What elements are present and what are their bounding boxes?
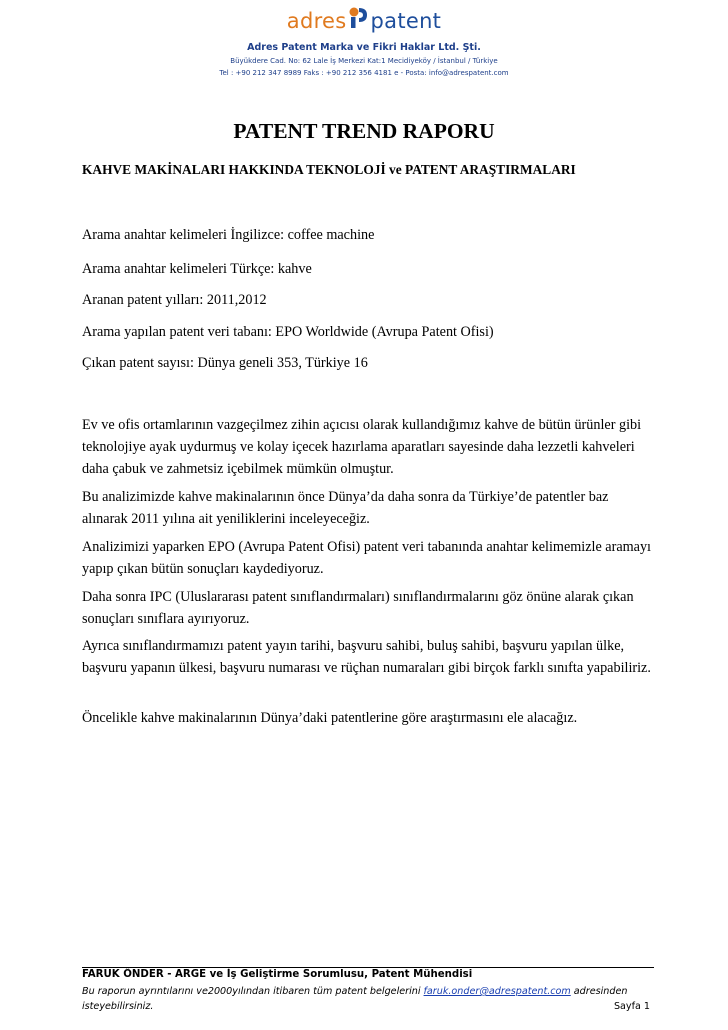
report-subtitle: KAHVE MAKİNALARI HAKKINDA TEKNOLOJİ ve PATENT ARAŞTIRMALARI	[82, 162, 576, 177]
logo-mark-icon	[348, 6, 370, 30]
body-paragraph: Öncelikle kahve makinalarının Dünya’daki patentlerine göre araştırmasını ele alacağız.	[82, 710, 578, 726]
page-number: Sayfa 1	[613, 1001, 650, 1012]
footer-note	[82, 984, 657, 1014]
logo-word-adres: adres	[286, 9, 347, 33]
letterhead-address: Büyükdere Cad. No: 62 Lale İş Merkezi Kat:1 Mecidiyeköy / İstanbul / Türkiye	[230, 57, 498, 65]
letterhead-contact: Tel : +90 212 347 8989 Faks : +90 212 356 4181 e - Posta: info@adrespatent.com	[219, 69, 509, 77]
body-paragraph: Ev ve ofis ortamlarının vazgeçilmez zihin açıcısı olarak kullandığımız kahve de bütün ürünler gibi teknolojiye ayak uydurmuş ve kolay içecek hazırlama aparatları sayesinde daha lezzetli kahveleri daha çabuk ve zahmetsiz içebilmek mümkün olmuştur.	[82, 417, 642, 477]
footer-email-link[interactable]: faruk.onder@adrespatent.com	[423, 986, 571, 997]
letterhead-company: Adres Patent Marka ve Fikri Haklar Ltd. Şti.	[247, 42, 481, 53]
search-param-result-count: Çıkan patent sayısı: Dünya geneli 353, Türkiye 16	[82, 355, 368, 371]
body-paragraph: Daha sonra IPC (Uluslararası patent sınıflandırmaları) sınıflandırmalarını göz önüne alarak çıkan sonuçları sınıflara ayırıyoruz.	[82, 589, 634, 627]
body-paragraph: Analizimizi yaparken EPO (Avrupa Patent Ofisi) patent veri tabanında anahtar kelimemizle aramayı yapıp çıkan bütün sonuçları kaydediyoruz.	[82, 539, 651, 577]
search-param-database: Arama yapılan patent veri tabanı: EPO Worldwide (Avrupa Patent Ofisi)	[82, 324, 494, 340]
report-title: PATENT TREND RAPORU	[233, 119, 495, 143]
footer-divider	[82, 967, 654, 968]
body-paragraph: Ayrıca sınıflandırmamızı patent yayın tarihi, başvuru sahibi, buluş sahibi, başvuru yapılan ülke, başvuru yapanın ülkesi, başvuru numarası ve rüçhan numaraları gibi birçok farklı sınıfta yapabiliriz.	[82, 638, 651, 676]
company-logo	[0, 6, 728, 34]
footer-note-text: Bu raporun ayrıntılarını ve2000yılından itibaren tüm patent belgelerini	[82, 986, 424, 997]
footer-note-text-end: adresinden isteyebilirsiniz.	[82, 986, 628, 1012]
logo-word-patent: patent	[370, 9, 442, 33]
search-param-keywords-tr: Arama anahtar kelimeleri Türkçe: kahve	[82, 261, 312, 277]
body-paragraph: Bu analizimizde kahve makinalarının önce Dünya’da daha sonra da Türkiye’de patentler baz alınarak 2011 yılına ait yeniliklerini inceleyeceğiz.	[82, 489, 609, 527]
footer-author: FARUK ÖNDER - ARGE ve İş Geliştirme Sorumlusu, Patent Mühendisi	[82, 969, 473, 980]
search-param-keywords-en: Arama anahtar kelimeleri İngilizce: coffee machine	[82, 227, 375, 243]
search-param-years: Aranan patent yılları: 2011,2012	[82, 292, 267, 308]
